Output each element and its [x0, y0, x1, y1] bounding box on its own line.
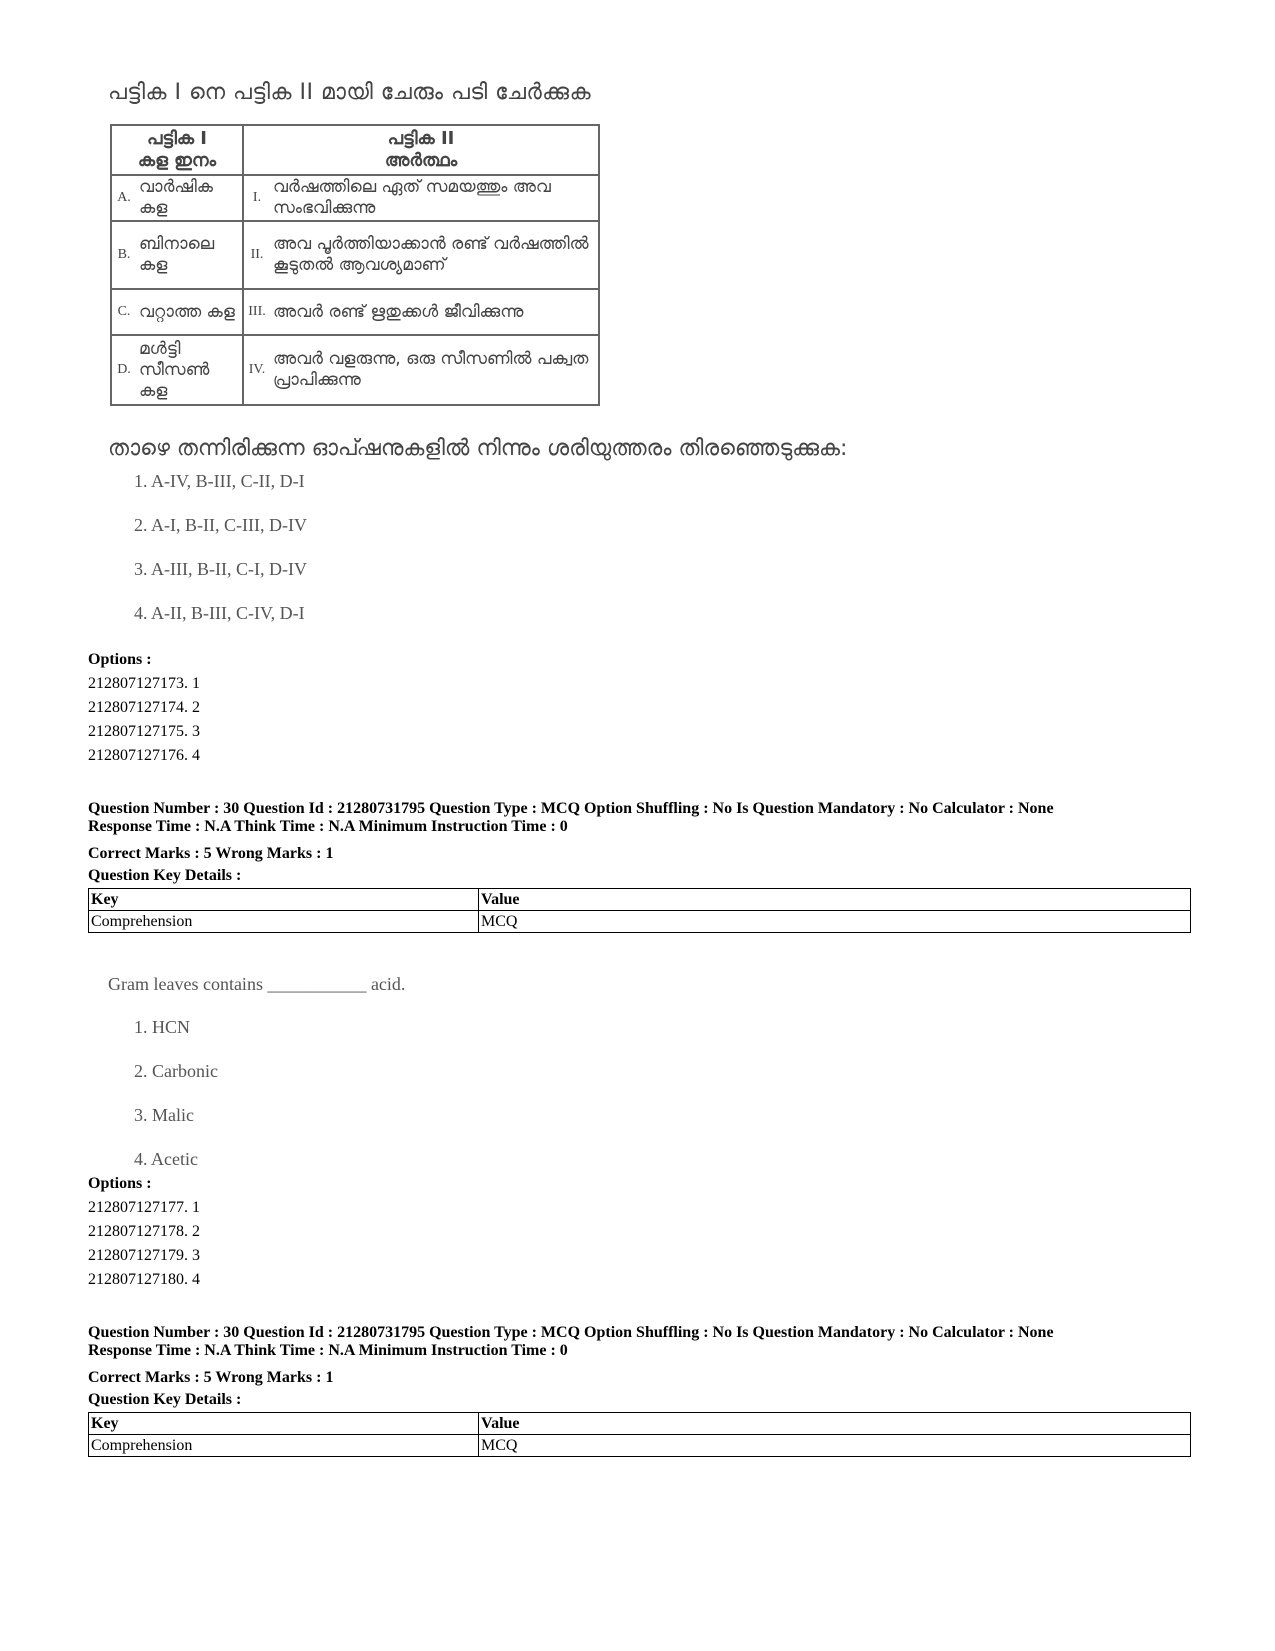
row-item: വാർഷിക കള: [136, 175, 243, 221]
option-id: 212807127175. 3: [88, 723, 200, 740]
row-item: ബിനാലെ കള: [136, 221, 243, 289]
q2-key-details-label: Question Key Details :: [88, 867, 242, 884]
q3-marks: Correct Marks : 5 Wrong Marks : 1: [88, 1369, 334, 1386]
q3-key-table: [88, 1412, 1191, 1457]
row-roman: IV.: [243, 335, 270, 405]
q2-question-text: Gram leaves contains ___________ acid.: [108, 974, 406, 994]
header-list-1-title: പട്ടിക I: [147, 128, 207, 149]
value-cell: MCQ: [479, 911, 1191, 933]
header-list-2: [243, 125, 599, 175]
q2-choice-3: 3. Malic: [134, 1105, 194, 1125]
row-roman: II.: [243, 221, 270, 289]
match-row-b: [111, 221, 599, 289]
q1-instruction: പട്ടിക I നെ പട്ടിക II മായി ചേരും പടി ചേർക്കുക: [108, 80, 592, 105]
row-label: A.: [111, 175, 136, 221]
option-id: 212807127178. 2: [88, 1223, 200, 1240]
q1-choice-2: 2. A-I, B-II, C-III, D-IV: [134, 515, 307, 535]
row-item: വറ്റാത്ത കള: [136, 289, 243, 335]
question-meta-line-2: Response Time : N.A Think Time : N.A Minimum Instruction Time : 0: [88, 818, 568, 835]
key-cell: Comprehension: [89, 911, 479, 933]
q2-choice-1: 1. HCN: [134, 1017, 191, 1037]
q2-key-table: [88, 888, 1191, 933]
q2-marks: Correct Marks : 5 Wrong Marks : 1: [88, 845, 334, 862]
key-table-row: [89, 911, 1191, 933]
q1-choice-4: 4. A-II, B-III, C-IV, D-I: [134, 603, 305, 623]
q2-choice-2: 2. Carbonic: [134, 1061, 218, 1081]
header-list-2-title: പട്ടിക II: [387, 128, 455, 149]
option-id: 212807127177. 1: [88, 1199, 200, 1216]
option-id: 212807127173. 1: [88, 675, 200, 692]
q1-choice-1: 1. A-IV, B-III, C-II, D-I: [134, 471, 305, 491]
match-row-d: [111, 335, 599, 405]
key-table-row: [89, 1435, 1191, 1457]
value-header: Value: [479, 889, 1191, 911]
key-table-header: [89, 889, 1191, 911]
options-label: Options :: [88, 1175, 152, 1192]
option-id: 212807127174. 2: [88, 699, 200, 716]
row-item: മൾട്ടി സീസൺ കള: [136, 335, 243, 405]
key-table-header: [89, 1413, 1191, 1435]
key-header: Key: [89, 1413, 479, 1435]
row-roman: III.: [243, 289, 270, 335]
row-label: D.: [111, 335, 136, 405]
q1-choice-3: 3. A-III, B-II, C-I, D-IV: [134, 559, 307, 579]
row-meaning: അവ പൂർത്തിയാക്കാൻ രണ്ട് വർഷത്തിൽ കൂടുതൽ ആവശ്യമാണ്: [270, 221, 599, 289]
option-id: 212807127179. 3: [88, 1247, 200, 1264]
row-label: C.: [111, 289, 136, 335]
value-cell: MCQ: [479, 1435, 1191, 1457]
header-list-1: [111, 125, 243, 175]
option-id: 212807127176. 4: [88, 747, 200, 764]
match-row-c: [111, 289, 599, 335]
option-id: 212807127180. 4: [88, 1271, 200, 1288]
row-meaning: അവർ രണ്ട് ഋതുക്കൾ ജീവിക്കുന്നു: [270, 289, 599, 335]
match-row-a: [111, 175, 599, 221]
row-meaning: വർഷത്തിലെ ഏത് സമയത്തും അവ സംഭവിക്കുന്നു: [270, 175, 599, 221]
key-header: Key: [89, 889, 479, 911]
header-list-1-subtitle: കള ഇനം: [137, 150, 217, 171]
q2-meta: [88, 800, 1208, 836]
q3-meta: [88, 1324, 1208, 1360]
q1-select-instruction: താഴെ തന്നിരിക്കുന്ന ഓപ്ഷനുകളിൽ നിന്നും ശരിയുത്തരം തിരഞ്ഞെടുക്കുക:: [108, 436, 848, 461]
q3-key-details-label: Question Key Details :: [88, 1391, 242, 1408]
question-meta-line-1: Question Number : 30 Question Id : 21280731795 Question Type : MCQ Option Shuffling : No Is Question Mandatory : No Calculator : None: [88, 800, 1054, 817]
key-cell: Comprehension: [89, 1435, 479, 1457]
q1-options: [88, 648, 200, 768]
value-header: Value: [479, 1413, 1191, 1435]
options-label: Options :: [88, 651, 152, 668]
header-list-2-subtitle: അർത്ഥം: [384, 150, 458, 171]
q2-choice-4: 4. Acetic: [134, 1149, 198, 1169]
row-label: B.: [111, 221, 136, 289]
question-meta-line-2: Response Time : N.A Think Time : N.A Minimum Instruction Time : 0: [88, 1342, 568, 1359]
row-meaning: അവർ വളരുന്നു, ഒരു സീസണിൽ പക്വത പ്രാപിക്കുന്നു: [270, 335, 599, 405]
question-meta-line-1: Question Number : 30 Question Id : 21280731795 Question Type : MCQ Option Shuffling : No Is Question Mandatory : No Calculator : None: [88, 1324, 1054, 1341]
q2-options: [88, 1172, 200, 1292]
row-roman: I.: [243, 175, 270, 221]
match-table: [110, 124, 600, 406]
match-table-header: [111, 125, 599, 175]
